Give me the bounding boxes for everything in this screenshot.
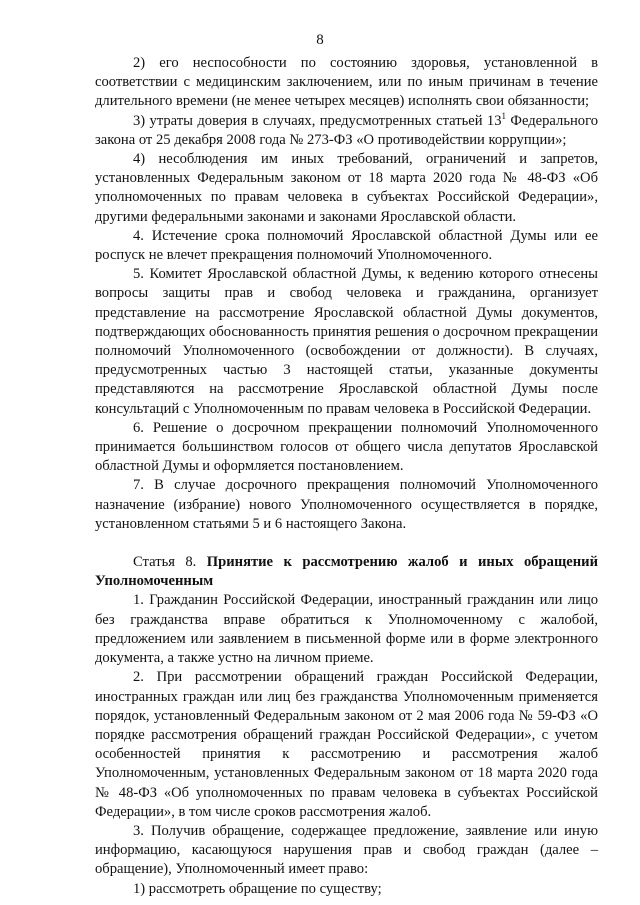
paragraph-part-7: 7. В случае досрочного прекращения полномочий Уполномоченного назначение (избрание) нового Уполномоченного осуществляется в порядке, установленном статьями 5 и 6 настоящего Закона. [95, 477, 598, 532]
article-label: Статья 8. [133, 554, 197, 571]
paragraph-part-4: 4. Истечение срока полномочий Ярославской областной Думы или ее роспуск не влечет прекращения полномочий Уполномоченного. [95, 227, 598, 264]
paragraph-item-2: 2) его неспособности по состоянию здоровья, установленной в соответствии с медицинским заключением, или по иным причинам в течение длительного времени (не менее четырех месяцев) исполнять свои обязанности; [95, 55, 598, 110]
document-body [95, 54, 598, 899]
article-paragraph-2: 2. При рассмотрении обращений граждан Российской Федерации, иностранных граждан или лиц без гражданства Уполномоченным применяется порядок, установленный Федеральным законом от 2 мая 2006 года № 59-ФЗ «О порядке рассмотрения обращений граждан Российской Федерации», с учетом особенностей принятия к рассмотрению и рассмотрения жалоб Уполномоченным, установленных Федеральным законом от 18 марта 2020 года № 48-ФЗ «Об уполномоченных по правам человека в субъектах Российской Федерации», в том числе сроков рассмотрения жалоб. [95, 669, 598, 820]
page-number: 8 [316, 32, 324, 48]
item-3-superscript: 1 [501, 110, 507, 121]
article-paragraph-3-item-1: 1) рассмотреть обращение по существу; [133, 880, 382, 897]
article-title: Принятие к рассмотрению жалоб и иных обращений Уполномоченным [95, 554, 598, 590]
paragraph-part-6: 6. Решение о досрочном прекращении полномочий Уполномоченного принимается большинством голосов от общего числа депутатов Ярославской областной Думы и оформляется постановлением. [95, 419, 598, 475]
paragraph-item-4: 4) несоблюдения им иных требований, ограничений и запретов, установленных Федеральным законом от 18 марта 2020 года № 48-ФЗ «Об уполномоченных по правам человека в субъектах Российской Федерации», другими федеральными законами и законами Ярославской области. [95, 151, 598, 225]
article-paragraph-3: 3. Получив обращение, содержащее предложение, заявление или иную информацию, касающуюся нарушения прав и свобод граждан (далее – обращение), Уполномоченный имеет право: [95, 822, 598, 878]
item-3-text-start: 3) утраты доверия в случаях, предусмотренных статьей 13 [133, 112, 502, 129]
paragraph-part-5: 5. Комитет Ярославской областной Думы, к ведению которого отнесены вопросы защиты прав и свобод человека и гражданина, организует представление на рассмотрение Ярославской областной Думы документов, подтверждающих обоснованность принятия решения о досрочном прекращении полномочий Уполномоченного (освобождении от должности). В случаях, предусмотренных частью 3 настоящей статьи, указанные документы представляются на рассмотрение Ярославской областной Думы после консультаций с Уполномоченным по правам человека в Российской Федерации. [95, 266, 598, 417]
item-3-text-end: Федерального закона от 25 декабря 2008 года № 273-ФЗ «О противодействии коррупции»; [95, 112, 598, 148]
paragraph-item-3 [95, 112, 598, 150]
article-heading [95, 553, 598, 591]
article-paragraph-1: 1. Гражданин Российской Федерации, иностранный гражданин или лицо без гражданства вправе обратиться к Уполномоченному с жалобой, предложением или заявлением в письменной форме или в форме электронного документа, а также устно на личном приеме. [95, 592, 598, 667]
